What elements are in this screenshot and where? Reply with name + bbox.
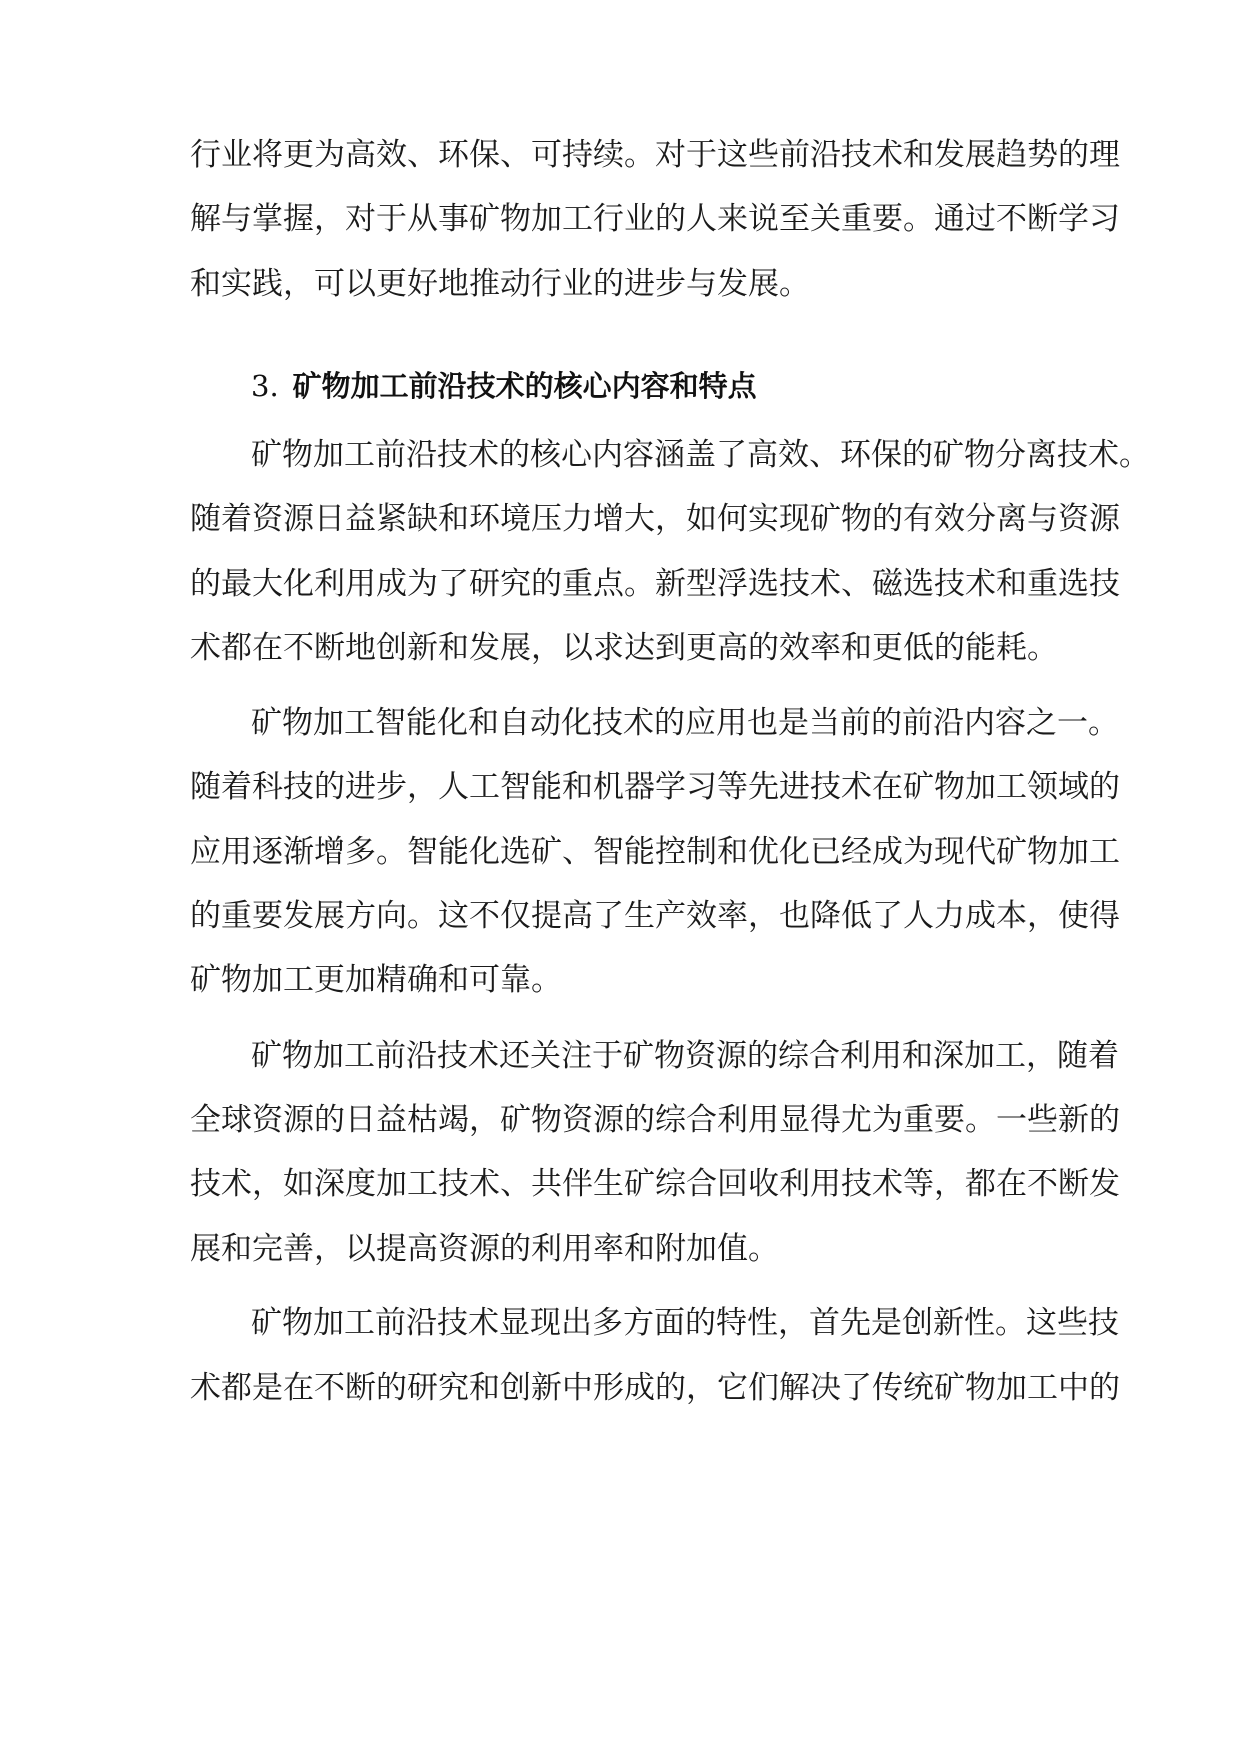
paragraph-line: 随着科技的进步，人工智能和机器学习等先进技术在矿物加工领域的 (190, 769, 1120, 805)
paragraph-line: 矿物加工前沿技术的核心内容涵盖了高效、环保的矿物分离技术。 (251, 437, 1150, 473)
paragraph-line: 技术，如深度加工技术、共伴生矿综合回收利用技术等，都在不断发 (190, 1166, 1120, 1202)
intro-line: 行业将更为高效、环保、可持续。对于这些前沿技术和发展趋势的理 (190, 137, 1120, 173)
paragraph-line: 术都在不断地创新和发展，以求达到更高的效率和更低的能耗。 (190, 630, 1058, 666)
paragraph-line: 应用逐渐增多。智能化选矿、智能控制和优化已经成为现代矿物加工 (190, 834, 1120, 870)
paragraph-line: 的最大化利用成为了研究的重点。新型浮选技术、磁选技术和重选技 (190, 566, 1120, 602)
paragraph-line: 矿物加工前沿技术还关注于矿物资源的综合利用和深加工，随着 (251, 1038, 1119, 1074)
paragraph-line: 术都是在不断的研究和创新中形成的，它们解决了传统矿物加工中的 (190, 1370, 1120, 1406)
paragraph-line: 矿物加工更加精确和可靠。 (190, 962, 562, 998)
section-title: 矿物加工前沿技术的核心内容和特点 (292, 369, 757, 403)
section-heading (251, 366, 757, 406)
intro-line: 解与掌握，对于从事矿物加工行业的人来说至关重要。通过不断学习 (190, 201, 1120, 237)
section-number: 3. (251, 369, 279, 403)
paragraph-line: 的重要发展方向。这不仅提高了生产效率，也降低了人力成本，使得 (190, 898, 1120, 934)
paragraph-line: 随着资源日益紧缺和环境压力增大，如何实现矿物的有效分离与资源 (190, 501, 1120, 537)
paragraph-line: 全球资源的日益枯竭，矿物资源的综合利用显得尤为重要。一些新的 (190, 1102, 1120, 1138)
paragraph-line: 矿物加工智能化和自动化技术的应用也是当前的前沿内容之一。 (251, 705, 1119, 741)
paragraph-line: 展和完善，以提高资源的利用率和附加值。 (190, 1231, 779, 1267)
paragraph-line: 矿物加工前沿技术显现出多方面的特性，首先是创新性。这些技 (251, 1305, 1119, 1341)
intro-line: 和实践，可以更好地推动行业的进步与发展。 (190, 266, 810, 302)
